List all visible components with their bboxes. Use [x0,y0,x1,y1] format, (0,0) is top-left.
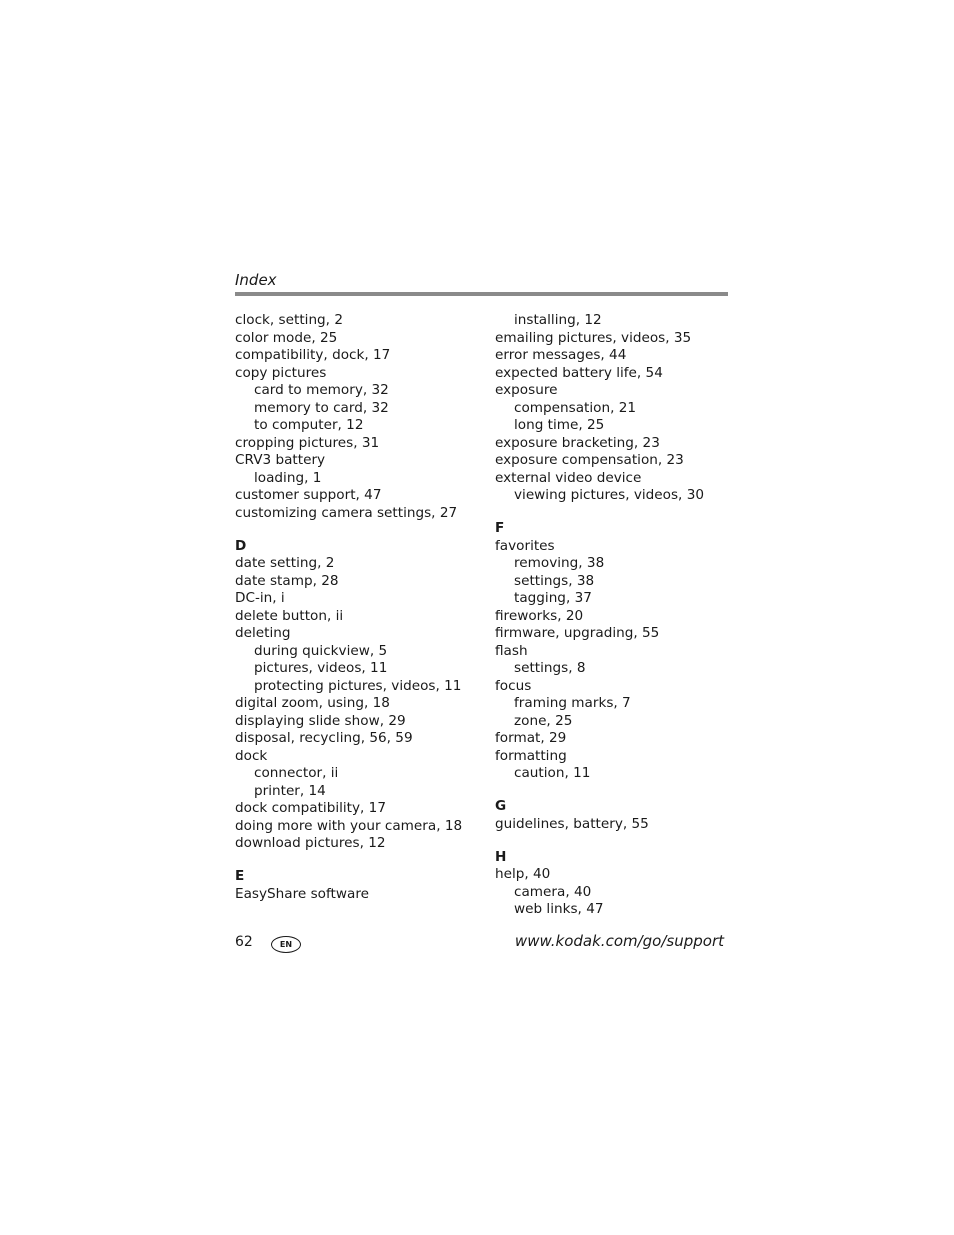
index-entry: EasyShare software [235,885,369,902]
index-entry: copy pictures [235,364,327,381]
index-letter-heading: E [235,868,245,884]
index-column-left [235,312,485,903]
index-subentry: settings, 8 [514,660,586,676]
index-subentry: printer, 14 [254,782,326,799]
page-number: 62 [235,934,253,950]
index-entry: emailing pictures, videos, 35 [495,329,692,346]
index-entry: cropping pictures, 31 [235,434,380,451]
index-subentry: long time, 25 [514,417,605,433]
index-entry: customer support, 47 [235,487,382,503]
index-entry: download pictures, 12 [235,835,386,851]
language-badge-label: EN [279,939,293,949]
index-entry: exposure [495,382,558,398]
index-entry: disposal, recycling, 56, 59 [235,730,413,746]
index-entry: error messages, 44 [495,347,627,363]
index-subentry: tagging, 37 [514,590,592,606]
index-entry: focus [495,677,532,694]
index-subentry: caution, 11 [514,765,591,781]
index-entry: exposure bracketing, 23 [495,434,660,451]
index-entry: help, 40 [495,866,551,882]
index-entry: delete button, ii [235,607,344,624]
index-letter-heading: H [495,848,507,865]
index-entry: CRV3 battery [235,452,326,468]
index-subentry: installing, 12 [514,312,602,328]
index-entry: external video device [495,469,642,486]
index-subentry: to computer, 12 [254,417,364,433]
index-subentry: framing marks, 7 [514,695,631,711]
index-entry: dock [235,747,268,764]
index-entry: digital zoom, using, 18 [235,695,390,711]
index-entry: fireworks, 20 [495,607,584,624]
index-subentry: during quickview, 5 [254,642,388,659]
language-badge [271,936,301,953]
index-entry: displaying slide show, 29 [235,712,406,729]
index-subentry: compensation, 21 [514,399,637,416]
index-letter-heading: F [495,520,505,536]
index-subentry: card to memory, 32 [254,382,389,398]
index-subentry: loading, 1 [254,469,322,486]
index-entry: customizing camera settings, 27 [235,504,458,521]
index-entry: color mode, 25 [235,329,338,346]
index-subentry: protecting pictures, videos, 11 [254,677,462,694]
index-entry: date setting, 2 [235,555,335,571]
section-gap [235,522,485,538]
index-entry: exposure compensation, 23 [495,452,684,468]
index-entry: favorites [495,537,555,554]
index-subentry: pictures, videos, 11 [254,660,388,676]
index-subentry: removing, 38 [514,555,605,571]
index-entry: guidelines, battery, 55 [495,815,649,832]
section-gap [495,505,745,521]
index-entry: flash [495,642,528,659]
index-entry: format, 29 [495,730,567,746]
index-subentry: web links, 47 [514,901,604,917]
index-entry: deleting [235,625,291,641]
support-url: www.kodak.com/go/support [514,932,724,950]
index-entry: dock compatibility, 17 [235,800,386,816]
index-entry: clock, setting, 2 [235,312,343,328]
index-entry: expected battery life, 54 [495,364,663,381]
index-entry: doing more with your camera, 18 [235,817,463,834]
section-gap [495,783,745,799]
section-gap [495,833,745,849]
index-subentry: zone, 25 [514,712,573,729]
index-subentry: settings, 38 [514,572,595,589]
index-letter-heading: D [235,537,247,554]
index-entry: compatibility, dock, 17 [235,347,391,363]
index-subentry: camera, 40 [514,883,592,900]
index-column-right [495,312,745,919]
index-entry: DC-in, i [235,590,285,606]
section-gap [235,853,485,869]
index-subentry: memory to card, 32 [254,399,389,416]
page-header-title: Index [235,271,277,289]
index-entry: date stamp, 28 [235,572,339,589]
index-entry: formatting [495,747,567,764]
index-entry: firmware, upgrading, 55 [495,625,660,641]
header-rule [235,292,728,296]
index-subentry: viewing pictures, videos, 30 [514,487,705,503]
index-subentry: connector, ii [254,765,339,781]
index-letter-heading: G [495,798,507,814]
